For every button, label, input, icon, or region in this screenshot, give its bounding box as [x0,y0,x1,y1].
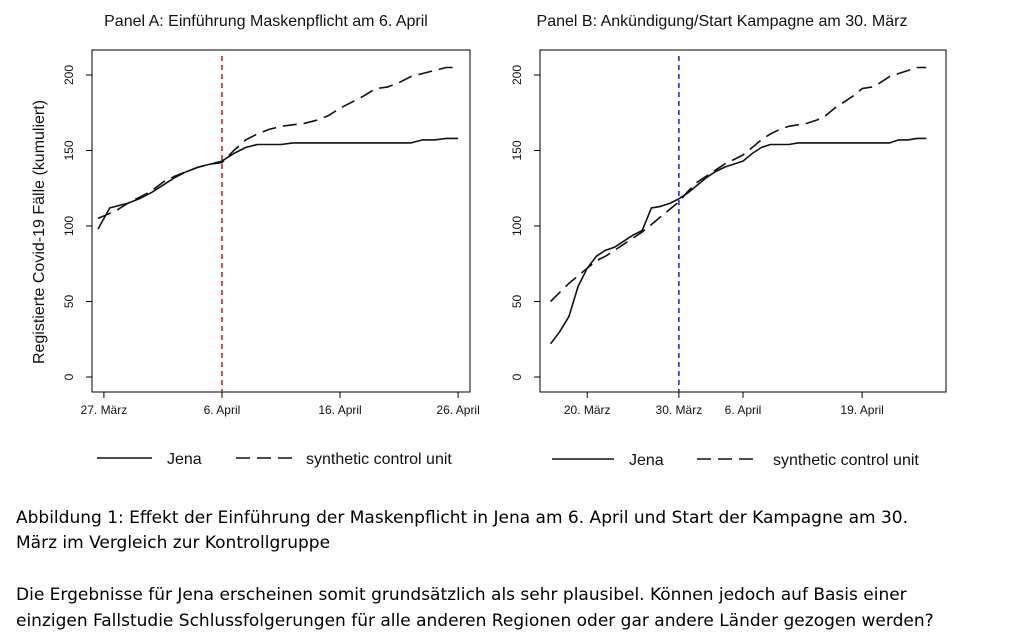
y-tick-label: 200 [510,64,524,86]
panel-title: Panel A: Einführung Maskenpflicht am 6. April [104,13,428,30]
y-tick-label: 0 [62,373,76,381]
series-line-jena [98,138,458,229]
y-tick-label: 150 [62,140,76,161]
y-axis-label: Registierte Covid-19 Fälle (kumuliert) [31,99,48,365]
panel-a [62,13,480,468]
paragraph-line-2: einzigen Fallstudie Schlussfolgerungen für alle anderen Regionen oder gar andere Länder gezogen werden? [16,611,934,631]
plot-frame [540,50,946,392]
y-tick-label: 200 [62,64,76,86]
x-tick-label: 19. April [840,403,884,417]
y-tick-label: 100 [62,215,76,237]
legend-label-synthetic: synthetic control unit [773,452,919,469]
y-tick-label: 50 [62,294,76,309]
legend-label-jena: Jena [629,452,664,469]
x-tick-label: 16. April [318,403,362,417]
panel-title: Panel B: Ankündigung/Start Kampagne am 30. März [536,13,908,30]
plot-frame [92,50,470,392]
y-tick-label: 50 [510,294,524,309]
y-tick-label: 0 [510,373,524,381]
legend-label-jena: Jena [167,451,202,468]
body-paragraph [16,582,1020,634]
caption-line-2: März im Vergleich zur Kontrollgruppe [16,533,331,553]
series-line-synthetic-control [551,68,927,302]
series-line-jena [551,138,927,343]
caption-line-1: Abbildung 1: Effekt der Einführung der Maskenpflicht in Jena am 6. April und Start der Kampagne am 30. [16,508,909,528]
x-tick-label: 20. März [563,403,611,417]
y-tick-label: 150 [510,140,524,161]
x-tick-label: 30. März [655,403,703,417]
x-tick-label: 6. April [203,403,241,417]
x-tick-label: 27. März [80,403,128,417]
legend-label-synthetic: synthetic control unit [306,451,452,468]
figure-caption [16,506,1016,556]
x-tick-label: 26. April [436,403,480,417]
y-tick-label: 100 [510,215,524,237]
paragraph-line-1: Die Ergebnisse für Jena erscheinen somit grundsätzlich als sehr plausibel. Können jedoch auf Basis einer [16,585,907,605]
panel-b [510,13,946,469]
x-tick-label: 6. April [724,403,762,417]
